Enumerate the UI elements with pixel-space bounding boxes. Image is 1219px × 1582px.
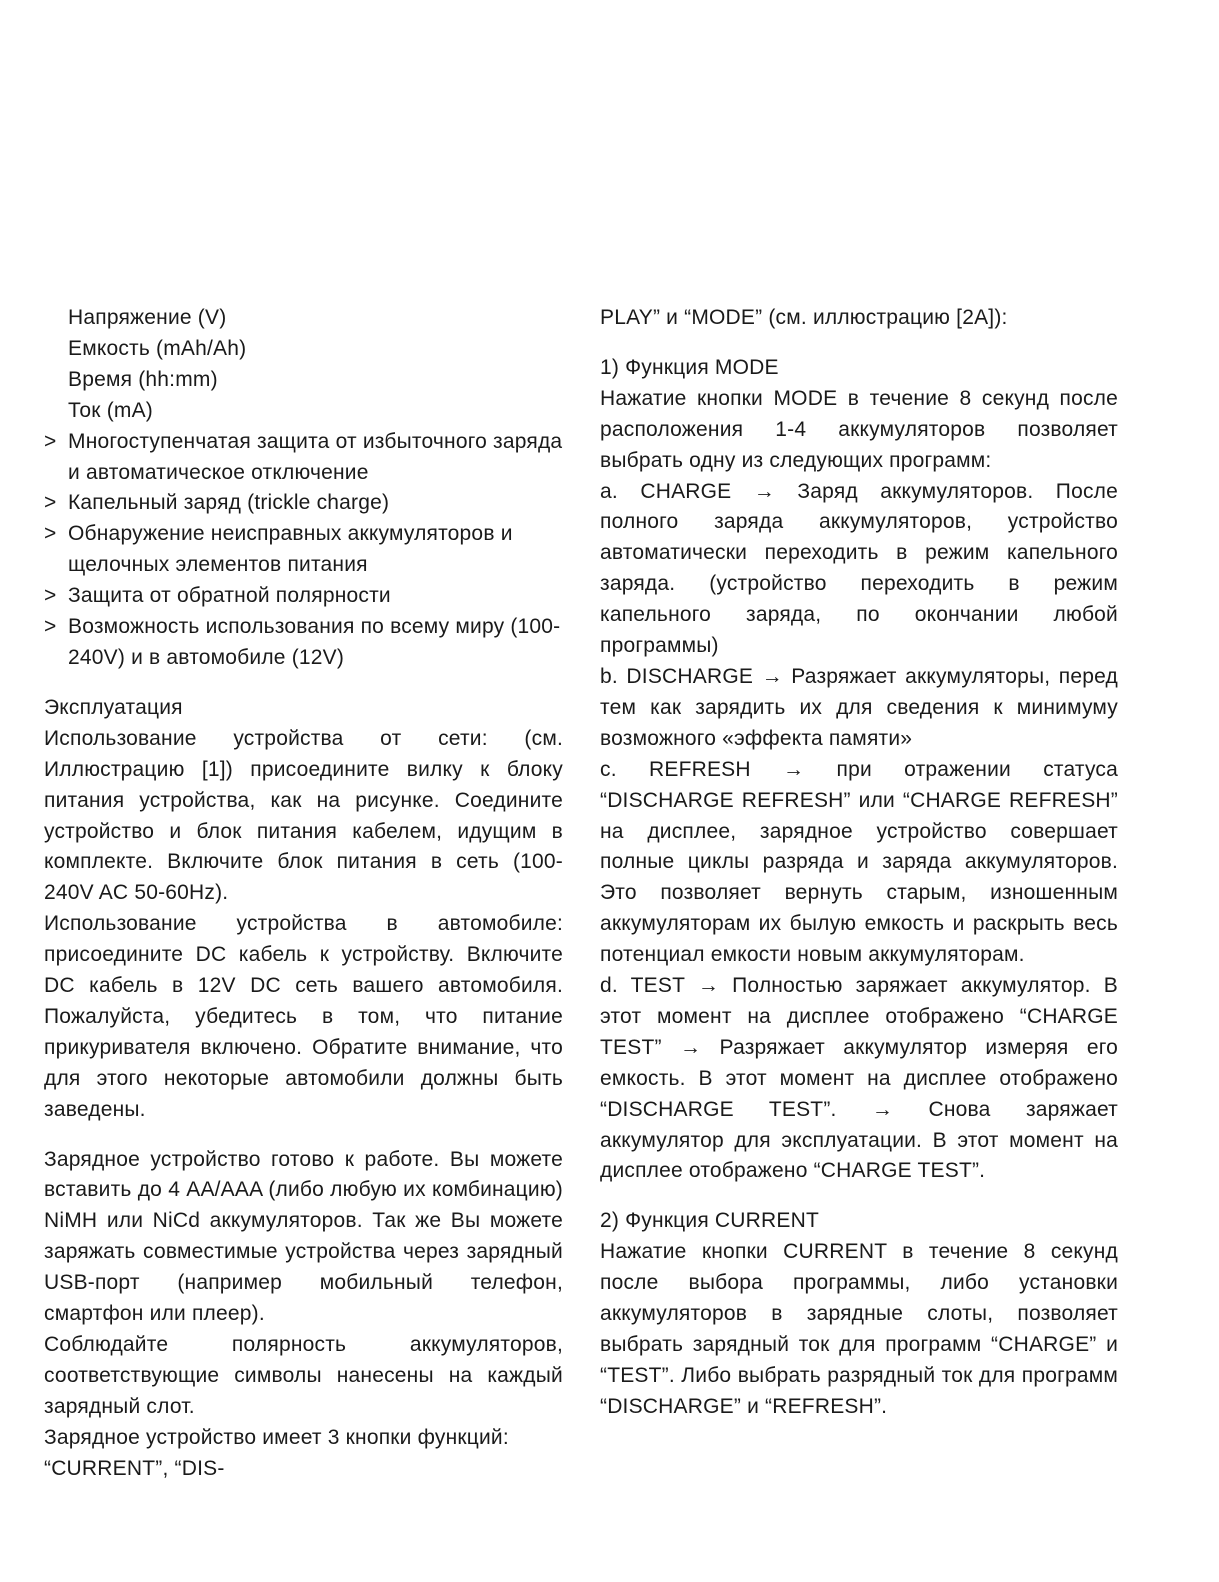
buttons-paragraph-start: Зарядное устройство имеет 3 кнопки функций: “CURRENT”, “DIS- [44, 1425, 509, 1480]
bullet-marker: > [44, 491, 57, 515]
mode-option-charge: a. CHARGE → Заряд аккумуляторов. После полного заряда аккумуляторов, устройство автоматически переходить в режим капельного заряда. (устройство переходить в режим капельного заряда, по окончании любой программы) [600, 479, 1118, 658]
right-column [600, 303, 1118, 1423]
feature-item [44, 581, 563, 612]
feature-item [44, 488, 563, 519]
bullet-marker: > [44, 522, 57, 546]
mode-option-discharge: b. DISCHARGE → Разряжает аккумуляторы, перед тем как зарядить их для сведения к минимуму возможного «эффекта памяти» [600, 664, 1118, 750]
mode-heading: 1) Функция MODE [600, 355, 779, 379]
feature-text: Возможность использования по всему миру (100-240V) и в автомобиле (12V) [68, 615, 561, 669]
ready-paragraph: Зарядное устройство готово к работе. Вы можете вставить до 4 AA/AAA (либо любую их комбинацию) NiMH или NiCd аккумуляторов. Так же Вы можете заряжать совместимые устройства через зарядный USB-порт (например мобильный телефон, смартфон или плеер). [44, 1147, 563, 1326]
measure-time: Время (hh:mm) [68, 367, 218, 391]
spacer [44, 674, 563, 693]
measure-voltage: Напряжение (V) [68, 306, 227, 329]
operation-heading: Эксплуатация [44, 695, 183, 719]
operation-mains-paragraph: Использование устройства от сети: (см. Иллюстрацию [1]) присоедините вилку к блоку питания устройства, как на рисунке. Соедините устройство и блок питания кабелем, идущим в комплекте. Включите блок питания в сеть (100-240V AC 50-60Hz). [44, 726, 563, 905]
feature-item [44, 427, 563, 489]
feature-item [44, 519, 563, 581]
current-heading: 2) Функция CURRENT [600, 1209, 819, 1233]
current-paragraph: Нажатие кнопки CURRENT в течение 8 секунд после выбора программы, либо установки аккумуляторов в зарядные слоты, позволяет выбрать зарядный ток для программ “CHARGE” и “TEST”. Либо выбрать разрядный ток для программ “DISCHARGE” и “REFRESH”. [600, 1240, 1118, 1418]
mode-option-test: d. TEST → Полностью заряжает аккумулятор. В этот момент на дисплее отображено “CHARGE TEST” → Разряжает аккумулятор измеряя его емкость. В этот момент на дисплее отображено “DISCHARGE TEST”. → Снова заряжает аккумулятор для эксплуатации. В этот момент на дисплее отображено “CHARGE TEST”. [600, 974, 1118, 1183]
feature-text: Обнаружение неисправных аккумуляторов и щелочных элементов питания [68, 522, 513, 577]
feature-text: Защита от обратной полярности [68, 584, 391, 608]
bullet-marker: > [44, 584, 57, 608]
mode-intro-paragraph: Нажатие кнопки MODE в течение 8 секунд после расположения 1-4 аккумуляторов позволяет выбрать одну из следующих программ: [600, 386, 1118, 472]
buttons-paragraph-end: PLAY” и “MODE” (см. иллюстрацию [2A]): [600, 306, 1008, 329]
operation-car-paragraph: Использование устройства в автомобиле: присоедините DC кабель к устройству. Включите DC кабель в 12V DC сеть вашего автомобиля. Пожалуйста, убедитесь в том, что питание прикуривателя включено. Обратите внимание, что для этого некоторые автомобили должны быть заведены. [44, 912, 563, 1121]
mode-option-refresh: c. REFRESH → при отражении статуса “DISCHARGE REFRESH” или “CHARGE REFRESH” на дисплее, зарядное устройство совершает полные циклы разряда и заряда аккумуляторов. Это позволяет вернуть старым, изношенным аккумуляторам их былую емкость и раскрыть весь потенциал емкости новым аккумуляторам. [600, 757, 1118, 967]
bullet-marker: > [44, 429, 57, 453]
measure-current: Ток (mA) [68, 398, 153, 422]
feature-item [44, 612, 563, 674]
feature-text: Капельный заряд (trickle charge) [68, 491, 390, 515]
spacer [600, 1187, 1118, 1206]
spacer [600, 334, 1118, 353]
measure-capacity: Емкость (mAh/Ah) [68, 336, 247, 360]
feature-text: Многоступенчатая защита от избыточного заряда и автоматическое отключение [68, 429, 563, 484]
left-column [44, 303, 563, 1485]
bullet-marker: > [44, 615, 57, 639]
spacer [44, 1126, 563, 1145]
polarity-paragraph: Соблюдайте полярность аккумуляторов, соответствующие символы нанесены на каждый зарядный слот. [44, 1333, 563, 1418]
